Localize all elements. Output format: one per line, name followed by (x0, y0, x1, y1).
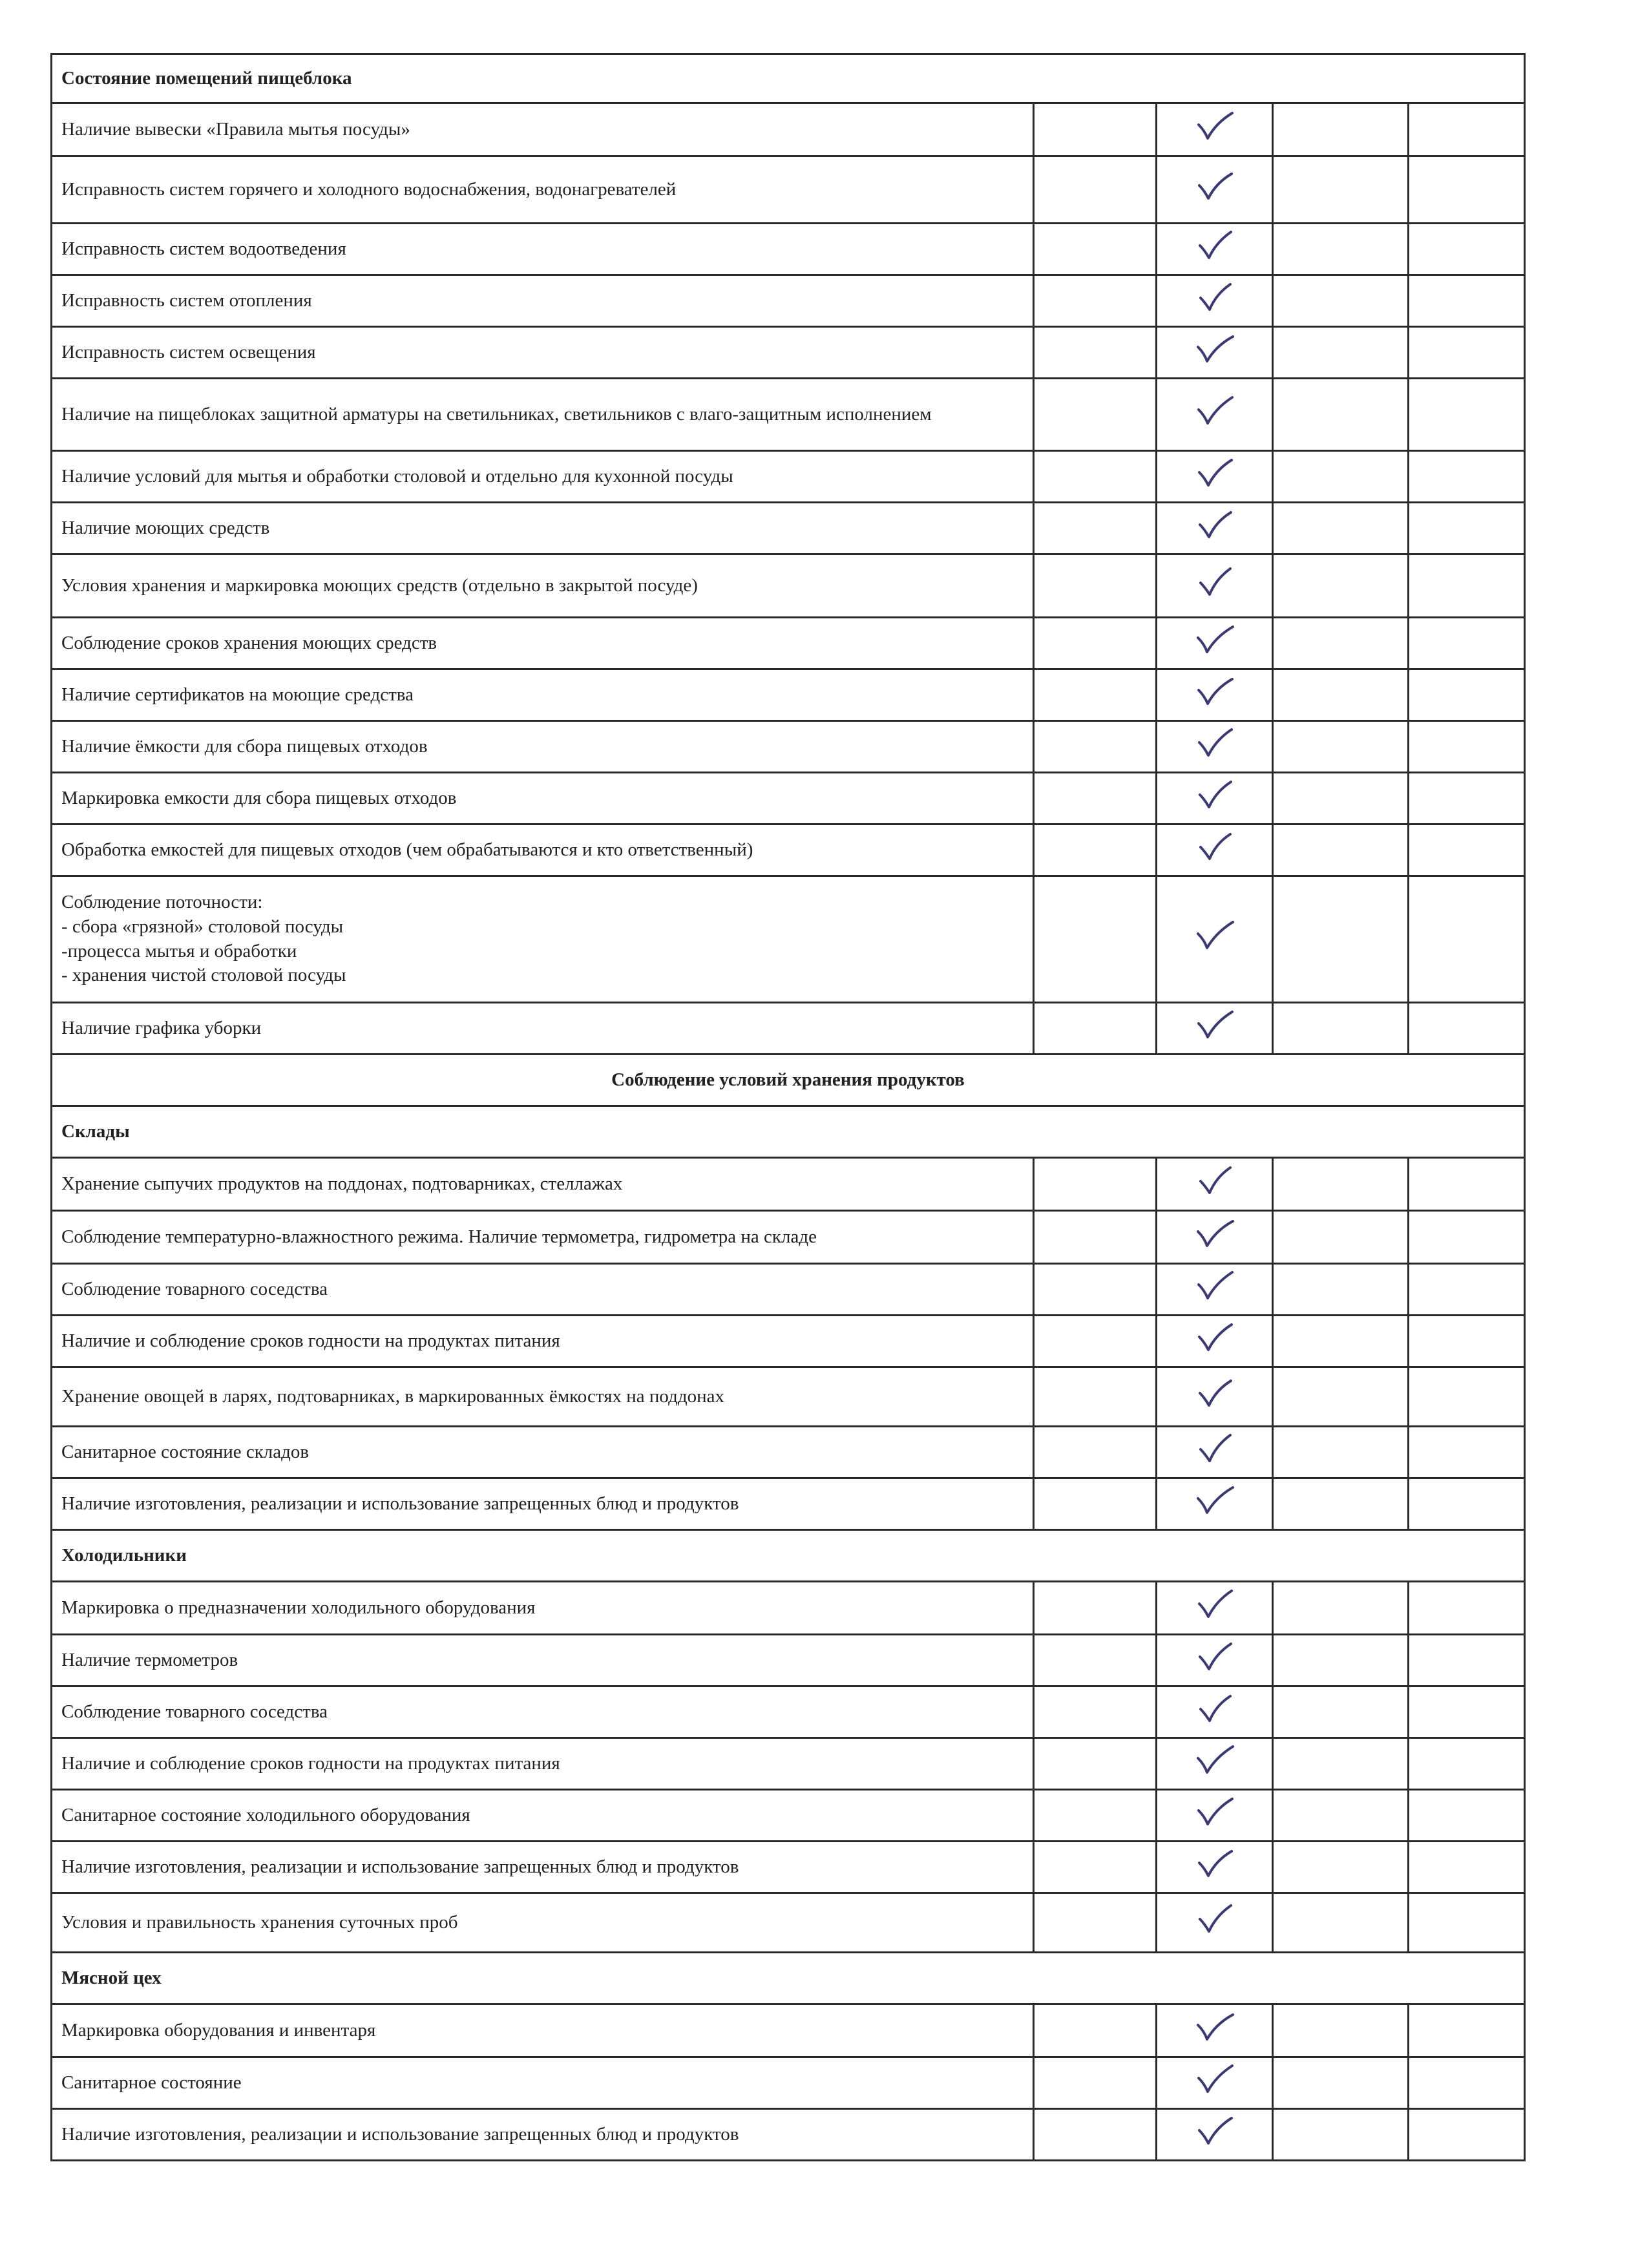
mark-cell (1157, 554, 1273, 618)
empty-cell (1273, 876, 1409, 1003)
mark-cell (1157, 721, 1273, 773)
empty-cell (1034, 103, 1157, 156)
empty-cell (1273, 1316, 1409, 1367)
empty-cell (1034, 224, 1157, 275)
empty-cell (1273, 1264, 1409, 1316)
empty-cell (1273, 721, 1409, 773)
empty-cell (1409, 1842, 1525, 1893)
empty-cell (1409, 327, 1525, 379)
criterion-label: Наличие изготовления, реализации и использование запрещенных блюд и продуктов (52, 1478, 1034, 1530)
checkmark-icon (1194, 331, 1235, 366)
criterion-label: Наличие изготовления, реализации и использование запрещенных блюд и продуктов (52, 2109, 1034, 2161)
criterion-label: Обработка емкостей для пищевых отходов (чем обрабатываются и кто ответственный) (52, 824, 1034, 876)
empty-cell (1034, 451, 1157, 503)
checklist-row (52, 669, 1525, 721)
checkmark-icon (1194, 1691, 1235, 1726)
section-heading-row (52, 1055, 1525, 1106)
checklist-row (52, 103, 1525, 156)
mark-cell (1157, 618, 1273, 669)
criterion-label: Наличие и соблюдение сроков годности на продуктах питания (52, 1738, 1034, 1790)
empty-cell (1273, 1686, 1409, 1738)
mark-cell (1157, 379, 1273, 451)
section-heading-row (52, 1106, 1525, 1158)
checkmark-icon (1194, 1431, 1235, 1466)
checkmark-icon (1194, 228, 1235, 263)
empty-cell (1273, 103, 1409, 156)
empty-cell (1034, 503, 1157, 554)
mark-cell (1157, 1635, 1273, 1686)
checklist-row (52, 1003, 1525, 1055)
criterion-label: Соблюдение сроков хранения моющих средств (52, 618, 1034, 669)
checkmark-icon (1194, 918, 1235, 953)
empty-cell (1273, 669, 1409, 721)
checkmark-icon (1194, 1902, 1235, 1937)
checklist-row (52, 618, 1525, 669)
checklist-row (52, 1316, 1525, 1367)
mark-cell (1157, 1158, 1273, 1211)
empty-cell (1034, 554, 1157, 618)
empty-cell (1034, 876, 1157, 1003)
checkmark-icon (1194, 726, 1235, 761)
mark-cell (1157, 103, 1273, 156)
empty-cell (1273, 1003, 1409, 1055)
mark-cell (1157, 1367, 1273, 1427)
mark-cell (1157, 824, 1273, 876)
empty-cell (1273, 1158, 1409, 1211)
checklist-row (52, 327, 1525, 379)
empty-cell (1034, 275, 1157, 327)
empty-cell (1409, 773, 1525, 824)
criterion-label: Исправность систем освещения (52, 327, 1034, 379)
empty-cell (1273, 1842, 1409, 1893)
checkmark-icon (1194, 1743, 1235, 1778)
criterion-label: Соблюдение товарного соседства (52, 1264, 1034, 1316)
checkmark-icon (1194, 1483, 1235, 1518)
checkmark-icon (1194, 1320, 1235, 1355)
empty-cell (1034, 2109, 1157, 2161)
criterion-label: Наличие условий для мытья и обработки столовой и отдельно для кухонной посуды (52, 451, 1034, 503)
criterion-label: Хранение овощей в ларях, подтоварниках, в маркированных ёмкостях на поддонах (52, 1367, 1034, 1427)
empty-cell (1273, 327, 1409, 379)
criterion-label: Наличие термометров (52, 1635, 1034, 1686)
mark-cell (1157, 503, 1273, 554)
empty-cell (1034, 379, 1157, 451)
empty-cell (1273, 2004, 1409, 2057)
empty-cell (1273, 2057, 1409, 2109)
mark-cell (1157, 1582, 1273, 1635)
checklist-row (52, 451, 1525, 503)
checklist-row (52, 1842, 1525, 1893)
empty-cell (1409, 824, 1525, 876)
empty-cell (1273, 618, 1409, 669)
section-heading-row (52, 1530, 1525, 1582)
checkmark-icon (1194, 622, 1235, 657)
criterion-label: Наличие графика уборки (52, 1003, 1034, 1055)
empty-cell (1273, 1427, 1409, 1478)
criterion-label: Условия и правильность хранения суточных проб (52, 1893, 1034, 1953)
mark-cell (1157, 1842, 1273, 1893)
empty-cell (1034, 1264, 1157, 1316)
checkmark-icon (1194, 1639, 1235, 1674)
mark-cell (1157, 1893, 1273, 1953)
criterion-label: Маркировка о предназначении холодильного оборудования (52, 1582, 1034, 1635)
empty-cell (1409, 1367, 1525, 1427)
empty-cell (1034, 1367, 1157, 1427)
checkmark-icon (1194, 2062, 1235, 2097)
mark-cell (1157, 1790, 1273, 1842)
checklist-row (52, 2109, 1525, 2161)
empty-cell (1034, 1790, 1157, 1842)
criterion-label: Наличие ёмкости для сбора пищевых отходов (52, 721, 1034, 773)
checkmark-icon (1194, 1216, 1235, 1251)
empty-cell (1034, 1316, 1157, 1367)
mark-cell (1157, 2057, 1273, 2109)
checklist-row (52, 721, 1525, 773)
checkmark-icon (1194, 280, 1235, 315)
empty-cell (1273, 773, 1409, 824)
checklist-row (52, 554, 1525, 618)
mark-cell (1157, 156, 1273, 224)
checklist-row (52, 2057, 1525, 2109)
section-heading: Соблюдение условий хранения продуктов (52, 1055, 1525, 1106)
empty-cell (1273, 156, 1409, 224)
criterion-label: Маркировка емкости для сбора пищевых отходов (52, 773, 1034, 824)
checkmark-icon (1194, 507, 1235, 542)
mark-cell (1157, 1478, 1273, 1530)
empty-cell (1409, 876, 1525, 1003)
checklist-row (52, 1367, 1525, 1427)
checklist-row (52, 1686, 1525, 1738)
criterion-label: Санитарное состояние холодильного оборудования (52, 1790, 1034, 1842)
empty-cell (1409, 275, 1525, 327)
criterion-label: Наличие моющих средств (52, 503, 1034, 554)
empty-cell (1273, 2109, 1409, 2161)
empty-cell (1409, 224, 1525, 275)
inspection-checklist-table (50, 53, 1526, 2161)
mark-cell (1157, 1686, 1273, 1738)
empty-cell (1409, 1316, 1525, 1367)
empty-cell (1273, 379, 1409, 451)
checkmark-icon (1194, 169, 1235, 204)
checklist-row (52, 1211, 1525, 1264)
checkmark-icon (1194, 674, 1235, 709)
empty-cell (1034, 1635, 1157, 1686)
empty-cell (1034, 156, 1157, 224)
empty-cell (1034, 618, 1157, 669)
empty-cell (1273, 503, 1409, 554)
criterion-label: Наличие сертификатов на моющие средства (52, 669, 1034, 721)
empty-cell (1409, 103, 1525, 156)
checklist-row (52, 1478, 1525, 1530)
empty-cell (1409, 1686, 1525, 1738)
empty-cell (1273, 1790, 1409, 1842)
empty-cell (1409, 2057, 1525, 2109)
checkmark-icon (1194, 1846, 1235, 1881)
empty-cell (1273, 1893, 1409, 1953)
empty-cell (1409, 2109, 1525, 2161)
empty-cell (1273, 275, 1409, 327)
empty-cell (1034, 1158, 1157, 1211)
empty-cell (1034, 1211, 1157, 1264)
checklist-row (52, 1893, 1525, 1953)
checklist-row (52, 379, 1525, 451)
checklist-row (52, 876, 1525, 1003)
empty-cell (1273, 1738, 1409, 1790)
checkmark-icon (1194, 1163, 1235, 1198)
criterion-label: Маркировка оборудования и инвентаря (52, 2004, 1034, 2057)
checklist-row (52, 1158, 1525, 1211)
empty-cell (1273, 1582, 1409, 1635)
checkmark-icon (1194, 456, 1235, 490)
criterion-label: Исправность систем отопления (52, 275, 1034, 327)
checklist-row (52, 824, 1525, 876)
checkmark-icon (1194, 1587, 1235, 1622)
criterion-label: Исправность систем горячего и холодного водоснабжения, водонагревателей (52, 156, 1034, 224)
checklist-row (52, 224, 1525, 275)
mark-cell (1157, 1264, 1273, 1316)
empty-cell (1034, 1427, 1157, 1478)
empty-cell (1034, 1686, 1157, 1738)
mark-cell (1157, 224, 1273, 275)
checklist-row (52, 1427, 1525, 1478)
checkmark-icon (1194, 394, 1235, 428)
empty-cell (1409, 1790, 1525, 1842)
criterion-label: Наличие на пищеблоках защитной арматуры на светильниках, светильников с влаго-защитным исполнением (52, 379, 1034, 451)
checkmark-icon (1194, 1268, 1235, 1303)
empty-cell (1034, 669, 1157, 721)
empty-cell (1273, 554, 1409, 618)
empty-cell (1409, 1738, 1525, 1790)
section-heading: Холодильники (52, 1530, 1525, 1582)
mark-cell (1157, 876, 1273, 1003)
empty-cell (1409, 721, 1525, 773)
mark-cell (1157, 1211, 1273, 1264)
criterion-label: Наличие и соблюдение сроков годности на продуктах питания (52, 1316, 1034, 1367)
empty-cell (1034, 721, 1157, 773)
mark-cell (1157, 669, 1273, 721)
checklist-row (52, 2004, 1525, 2057)
mark-cell (1157, 275, 1273, 327)
mark-cell (1157, 1738, 1273, 1790)
checklist-row (52, 1582, 1525, 1635)
empty-cell (1409, 1635, 1525, 1686)
empty-cell (1409, 1264, 1525, 1316)
empty-cell (1409, 1211, 1525, 1264)
empty-cell (1409, 1158, 1525, 1211)
empty-cell (1409, 554, 1525, 618)
criterion-label: Хранение сыпучих продуктов на поддонах, подтоварниках, стеллажах (52, 1158, 1034, 1211)
section-heading-row (52, 54, 1525, 103)
empty-cell (1034, 2004, 1157, 2057)
empty-cell (1409, 669, 1525, 721)
mark-cell (1157, 2004, 1273, 2057)
section-heading: Мясной цех (52, 1953, 1525, 2004)
checklist-row (52, 156, 1525, 224)
empty-cell (1034, 1893, 1157, 1953)
section-heading: Склады (52, 1106, 1525, 1158)
checkmark-icon (1194, 109, 1235, 143)
checkmark-icon (1194, 565, 1235, 600)
mark-cell (1157, 1427, 1273, 1478)
section-heading-row (52, 1953, 1525, 2004)
empty-cell (1034, 1003, 1157, 1055)
checkmark-icon (1194, 829, 1235, 864)
checkmark-icon (1194, 1794, 1235, 1829)
checklist-row (52, 1738, 1525, 1790)
checklist-row (52, 503, 1525, 554)
section-heading: Состояние помещений пищеблока (52, 54, 1525, 103)
criterion-label: Исправность систем водоотведения (52, 224, 1034, 275)
checklist-body (52, 54, 1525, 2161)
empty-cell (1409, 2004, 1525, 2057)
checkmark-icon (1194, 2114, 1235, 2148)
empty-cell (1034, 824, 1157, 876)
empty-cell (1409, 1893, 1525, 1953)
checklist-row (52, 1635, 1525, 1686)
mark-cell (1157, 1003, 1273, 1055)
checklist-row (52, 275, 1525, 327)
empty-cell (1273, 1211, 1409, 1264)
empty-cell (1273, 1635, 1409, 1686)
mark-cell (1157, 773, 1273, 824)
empty-cell (1409, 1478, 1525, 1530)
empty-cell (1409, 379, 1525, 451)
empty-cell (1409, 1427, 1525, 1478)
empty-cell (1034, 773, 1157, 824)
empty-cell (1273, 824, 1409, 876)
criterion-label: Наличие вывески «Правила мытья посуды» (52, 103, 1034, 156)
empty-cell (1409, 503, 1525, 554)
checklist-row (52, 1264, 1525, 1316)
checkmark-icon (1194, 777, 1235, 812)
empty-cell (1409, 156, 1525, 224)
mark-cell (1157, 451, 1273, 503)
empty-cell (1034, 327, 1157, 379)
mark-cell (1157, 1316, 1273, 1367)
empty-cell (1034, 2057, 1157, 2109)
mark-cell (1157, 327, 1273, 379)
empty-cell (1409, 1582, 1525, 1635)
checkmark-icon (1194, 1376, 1235, 1411)
checklist-row (52, 1790, 1525, 1842)
criterion-label: Соблюдение товарного соседства (52, 1686, 1034, 1738)
empty-cell (1409, 1003, 1525, 1055)
empty-cell (1034, 1738, 1157, 1790)
empty-cell (1034, 1478, 1157, 1530)
empty-cell (1409, 451, 1525, 503)
empty-cell (1034, 1582, 1157, 1635)
empty-cell (1273, 1367, 1409, 1427)
criterion-label: Наличие изготовления, реализации и использование запрещенных блюд и продуктов (52, 1842, 1034, 1893)
checklist-row (52, 773, 1525, 824)
empty-cell (1273, 224, 1409, 275)
empty-cell (1409, 618, 1525, 669)
checkmark-icon (1194, 1007, 1235, 1042)
empty-cell (1273, 1478, 1409, 1530)
empty-cell (1273, 451, 1409, 503)
criterion-label: Санитарное состояние (52, 2057, 1034, 2109)
criterion-label: Соблюдение температурно-влажностного режима. Наличие термометра, гидрометра на складе (52, 1211, 1034, 1264)
criterion-label: Санитарное состояние складов (52, 1427, 1034, 1478)
criterion-label: Условия хранения и маркировка моющих средств (отдельно в закрытой посуде) (52, 554, 1034, 618)
mark-cell (1157, 2109, 1273, 2161)
empty-cell (1034, 1842, 1157, 1893)
checkmark-icon (1194, 2010, 1235, 2044)
criterion-label: Соблюдение поточности: - сбора «грязной» столовой посуды -процесса мытья и обработки - хранения чистой столовой посуды (52, 876, 1034, 1003)
